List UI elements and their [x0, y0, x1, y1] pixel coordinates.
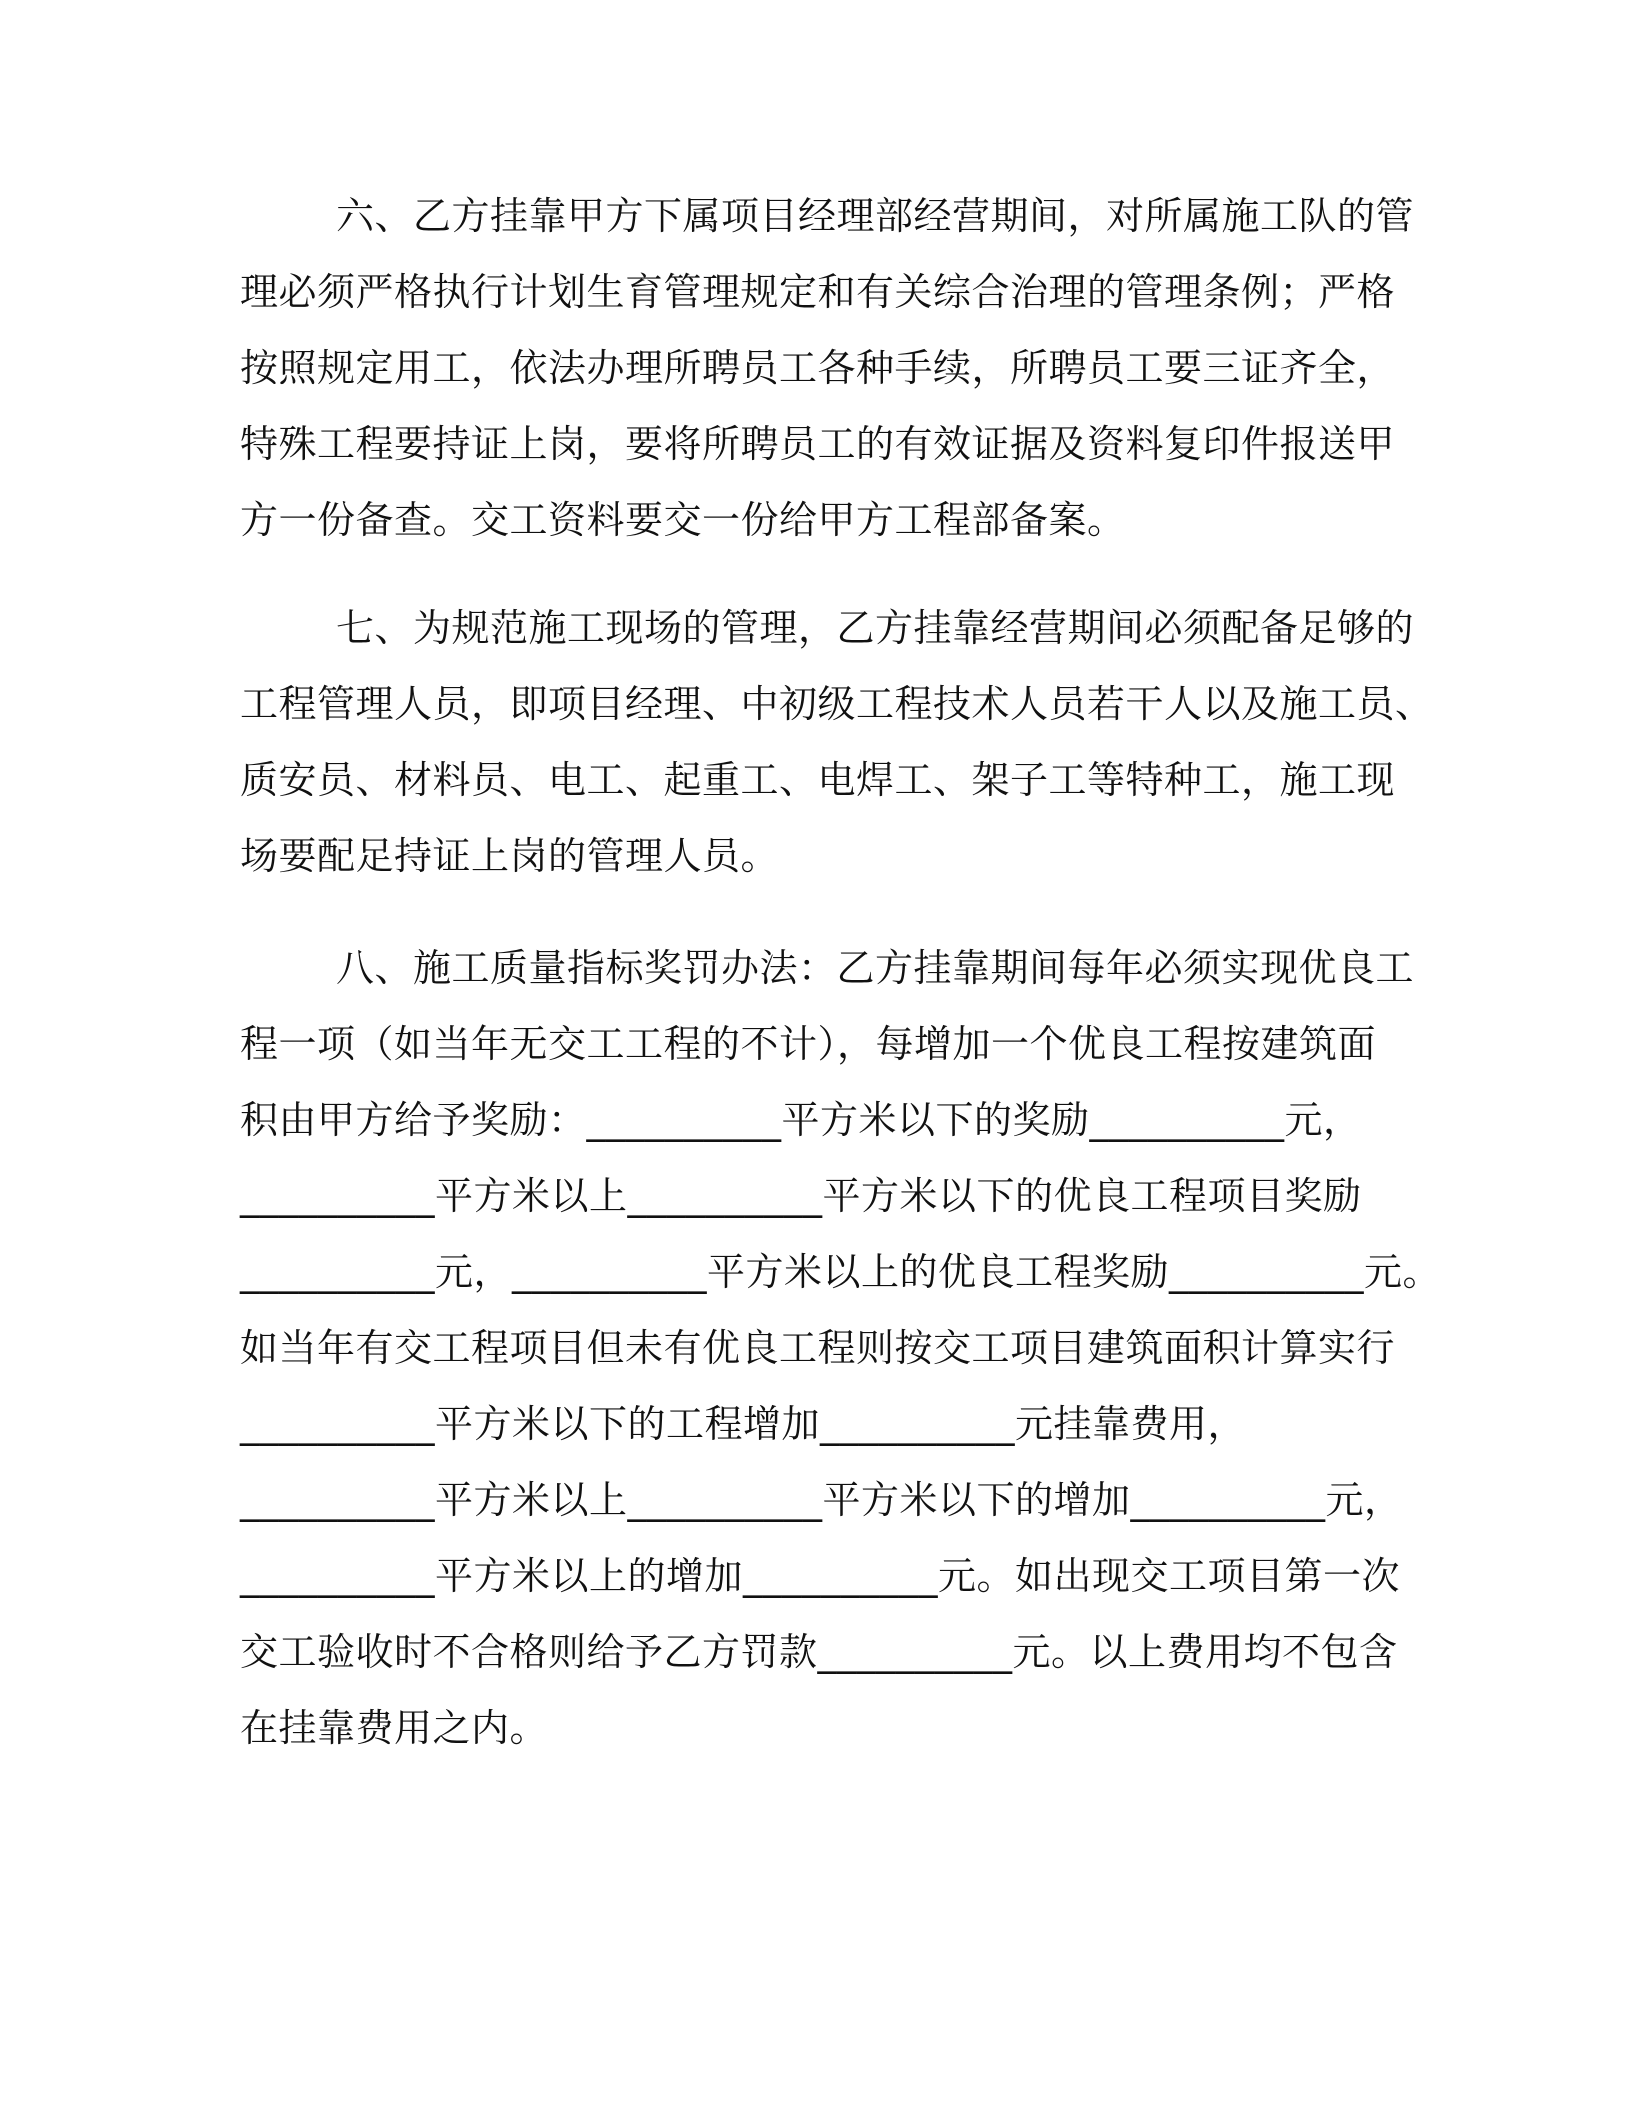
text-line: 积由甲方给予奖励：__________平方米以下的奖励__________元，: [240, 1098, 1362, 1142]
text-line: 八、施工质量指标奖罚办法：乙方挂靠期间每年必须实现优良工: [336, 946, 1415, 990]
text-line: __________元，__________平方米以上的优良工程奖励__________元。: [240, 1250, 1442, 1294]
text-line: __________平方米以上的增加__________元。如出现交工项目第一次: [240, 1554, 1401, 1598]
text-line: 理必须严格执行计划生育管理规定和有关综合治理的管理条例；严格: [240, 270, 1396, 314]
text-line: 六、乙方挂靠甲方下属项目经理部经营期间，对所属施工队的管: [336, 194, 1415, 238]
text-line: 如当年有交工程项目但未有优良工程则按交工项目建筑面积计算实行: [240, 1326, 1396, 1370]
text-line: 方一份备查。交工资料要交一份给甲方工程部备案。: [240, 498, 1126, 542]
text-line: 程一项（如当年无交工工程的不计），每增加一个优良工程按建筑面: [240, 1022, 1377, 1066]
text-line: 场要配足持证上岗的管理人员。: [240, 834, 780, 878]
clause-7-paragraph: [240, 590, 1434, 894]
text-line: 在挂靠费用之内。: [240, 1706, 549, 1750]
text-line: 交工验收时不合格则给予乙方罚款__________元。以上费用均不包含: [240, 1630, 1398, 1674]
text-line: 七、为规范施工现场的管理，乙方挂靠经营期间必须配备足够的: [336, 606, 1415, 650]
text-line: 特殊工程要持证上岗，要将所聘员工的有效证据及资料复印件报送甲: [240, 422, 1396, 466]
text-line: 工程管理人员，即项目经理、中初级工程技术人员若干人以及施工员、: [240, 682, 1434, 726]
text-line: 质安员、材料员、电工、起重工、电焊工、架子工等特种工，施工现: [240, 758, 1396, 802]
text-line: 按照规定用工，依法办理所聘员工各种手续，所聘员工要三证齐全，: [240, 346, 1396, 390]
clause-8-paragraph: [240, 930, 1442, 1766]
clause-6-paragraph: [240, 178, 1415, 558]
text-line: __________平方米以上__________平方米以下的优良工程项目奖励: [240, 1174, 1362, 1218]
text-line: __________平方米以下的工程增加__________元挂靠费用，: [240, 1402, 1247, 1446]
text-line: __________平方米以上__________平方米以下的增加__________元，: [240, 1478, 1403, 1522]
